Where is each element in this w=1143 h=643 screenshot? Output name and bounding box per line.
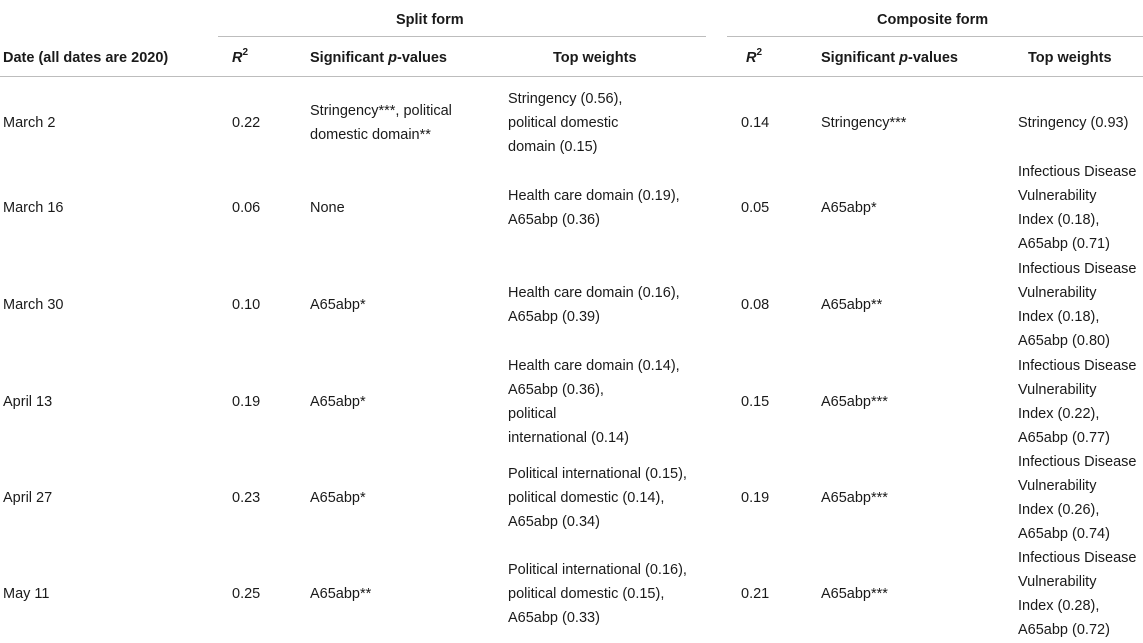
cell-line: Vulnerability (1018, 574, 1097, 590)
cell-split-sig (310, 390, 366, 414)
cell-date: March 16 (3, 200, 64, 216)
composite-group-rule (727, 36, 1143, 37)
cell-line: Stringency (0.56), (508, 91, 623, 107)
cell-line: Political international (0.15), (508, 466, 687, 482)
cell-comp-r2: 0.05 (741, 200, 770, 216)
r2-superscript: 2 (242, 47, 249, 59)
cell-comp-weights (1018, 354, 1136, 450)
cell-line: A65abp (0.34) (508, 514, 600, 530)
cell-comp-r2: 0.15 (741, 394, 770, 410)
cell-line: A65abp (0.39) (508, 309, 600, 325)
cell-line: international (0.14) (508, 430, 629, 446)
cell-line: Vulnerability (1018, 478, 1097, 494)
sig-pre: Significant (310, 50, 389, 66)
cell-line: A65abp (0.77) (1018, 430, 1110, 446)
cell-comp-r2: 0.21 (741, 586, 770, 602)
cell-comp-weights (1018, 111, 1128, 135)
cell-split-r2: 0.10 (232, 297, 261, 313)
col-header-split-r2 (232, 46, 248, 70)
cell-line: A65abp* (310, 297, 366, 313)
cell-line: Vulnerability (1018, 382, 1097, 398)
sig-p: p (388, 50, 398, 66)
cell-line: A65abp (0.80) (1018, 333, 1110, 349)
cell-split-weights (508, 558, 687, 630)
cell-comp-sig: A65abp*** (821, 394, 888, 410)
cell-line: Infectious Disease (1018, 261, 1137, 277)
cell-date: May 11 (3, 586, 50, 602)
cell-date: March 30 (3, 297, 64, 313)
col-header-comp-sig (821, 46, 958, 70)
cell-line: Stringency***, political (310, 103, 452, 119)
cell-line: Stringency (0.93) (1018, 115, 1129, 131)
cell-split-r2: 0.25 (232, 586, 261, 602)
r2-letter: R (232, 50, 243, 66)
cell-comp-weights (1018, 450, 1136, 546)
cell-comp-sig: A65abp* (821, 200, 877, 216)
cell-comp-r2: 0.08 (741, 297, 770, 313)
cell-split-sig (310, 99, 452, 147)
cell-split-sig (310, 486, 366, 510)
cell-line: A65abp (0.33) (508, 610, 600, 626)
cell-split-sig (310, 293, 366, 317)
cell-line: A65abp* (310, 490, 366, 506)
cell-split-weights (508, 462, 687, 534)
col-header-comp-weights: Top weights (1028, 50, 1112, 66)
cell-split-weights (508, 184, 680, 232)
cell-line: Vulnerability (1018, 188, 1097, 204)
cell-split-r2: 0.19 (232, 394, 261, 410)
cell-line: Index (0.22), (1018, 406, 1100, 422)
cell-split-r2: 0.06 (232, 200, 261, 216)
composite-form-header: Composite form (877, 12, 989, 28)
cell-comp-sig: A65abp** (821, 297, 883, 313)
cell-split-weights (508, 281, 680, 329)
col-header-split-weights: Top weights (553, 50, 637, 66)
cell-line: Vulnerability (1018, 285, 1097, 301)
col-header-date: Date (all dates are 2020) (3, 50, 169, 66)
cell-split-weights (508, 354, 680, 450)
cell-split-sig (310, 582, 371, 606)
sig-post: -values (397, 50, 447, 66)
cell-line: A65abp (0.36), (508, 382, 604, 398)
r2-superscript: 2 (756, 47, 763, 59)
cell-split-r2: 0.22 (232, 115, 261, 131)
cell-comp-sig: A65abp*** (821, 586, 888, 602)
cell-comp-weights (1018, 160, 1136, 256)
cell-line: A65abp* (310, 394, 366, 410)
cell-line: Political international (0.16), (508, 562, 687, 578)
cell-line: Health care domain (0.14), (508, 358, 680, 374)
cell-split-r2: 0.23 (232, 490, 261, 506)
sig-p: p (899, 50, 909, 66)
cell-line: political domestic (0.15), (508, 586, 665, 602)
cell-line: Infectious Disease (1018, 550, 1137, 566)
cell-line: A65abp** (310, 586, 372, 602)
cell-split-weights (508, 87, 622, 159)
cell-line: Index (0.18), (1018, 212, 1100, 228)
cell-line: political domestic (508, 115, 619, 131)
cell-line: A65abp (0.36) (508, 212, 600, 228)
col-header-split-sig (310, 46, 447, 70)
cell-comp-sig: A65abp*** (821, 490, 888, 506)
cell-line: domain (0.15) (508, 139, 598, 155)
split-group-rule (218, 36, 706, 37)
cell-line: Infectious Disease (1018, 358, 1137, 374)
cell-line: Infectious Disease (1018, 454, 1137, 470)
cell-comp-weights (1018, 257, 1136, 353)
cell-line: Infectious Disease (1018, 164, 1137, 180)
cell-line: Index (0.18), (1018, 309, 1100, 325)
cell-line: None (310, 200, 345, 216)
cell-date: April 13 (3, 394, 53, 410)
cell-line: A65abp (0.72) (1018, 622, 1110, 638)
col-header-comp-r2 (746, 46, 762, 70)
cell-comp-weights (1018, 546, 1136, 642)
cell-date: April 27 (3, 490, 53, 506)
sig-pre: Significant (821, 50, 900, 66)
cell-line: Health care domain (0.19), (508, 188, 680, 204)
cell-line: Health care domain (0.16), (508, 285, 680, 301)
sig-post: -values (908, 50, 958, 66)
cell-line: political domestic (0.14), (508, 490, 665, 506)
cell-split-sig (310, 196, 345, 220)
cell-line: Index (0.28), (1018, 598, 1100, 614)
header-bottom-rule (0, 76, 1143, 77)
split-form-header: Split form (396, 12, 464, 28)
cell-line: A65abp (0.71) (1018, 236, 1110, 252)
cell-line: Index (0.26), (1018, 502, 1100, 518)
r2-letter: R (746, 50, 757, 66)
cell-comp-r2: 0.19 (741, 490, 770, 506)
cell-date: March 2 (3, 115, 56, 131)
cell-line: A65abp (0.74) (1018, 526, 1110, 542)
cell-line: domestic domain** (310, 127, 431, 143)
cell-line: political (508, 406, 557, 422)
cell-comp-r2: 0.14 (741, 115, 770, 131)
cell-comp-sig: Stringency*** (821, 115, 907, 131)
